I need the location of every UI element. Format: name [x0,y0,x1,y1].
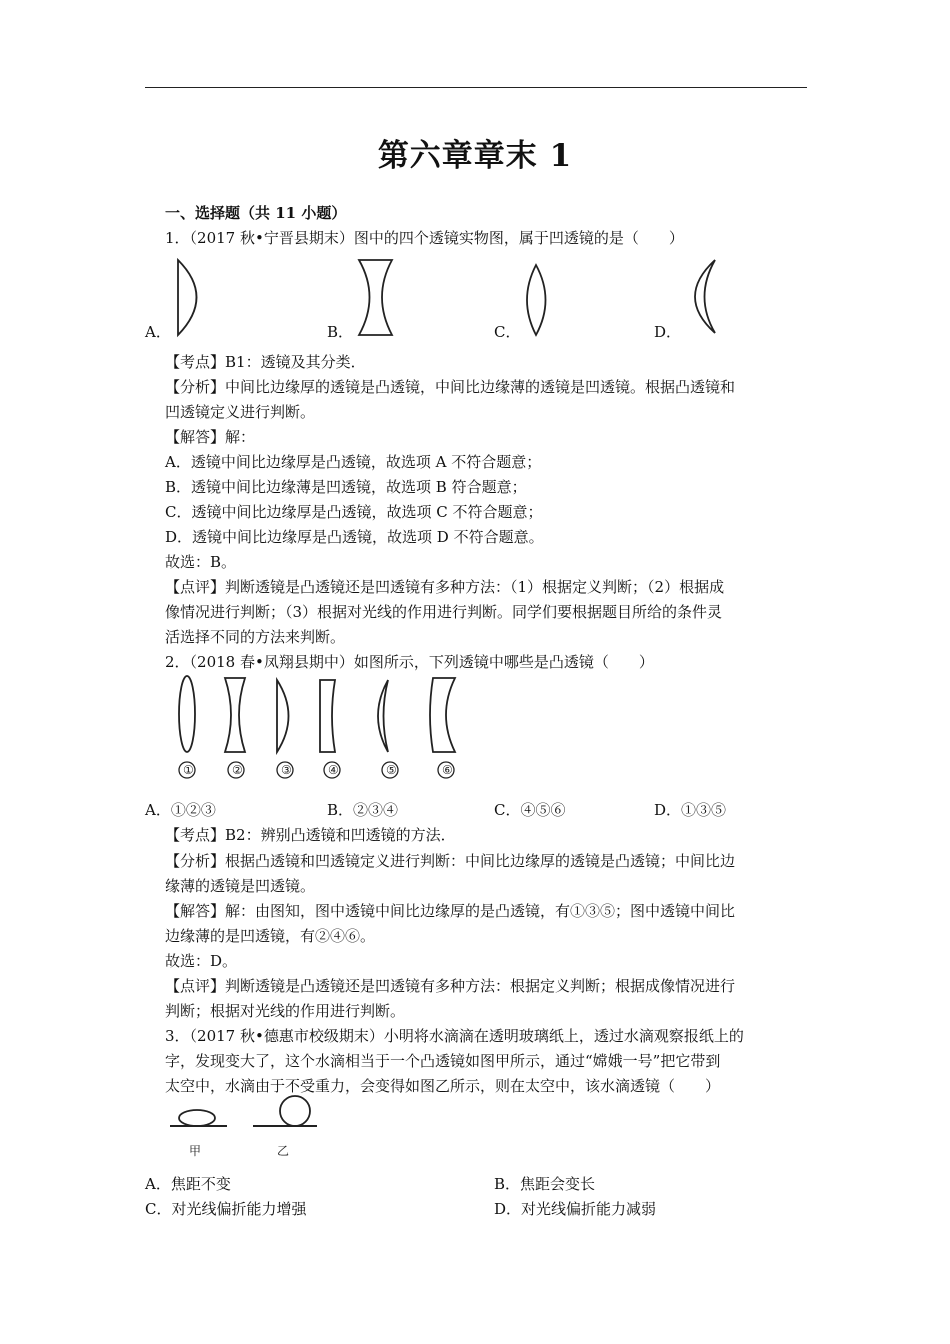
header-rule [145,87,807,88]
lens-a-plano-convex [178,260,197,335]
section-heading: 一、选择题（共 11 小题） [165,204,347,222]
fig-label-3: ③ [281,763,292,777]
q3-stem-1: 3．（2017 秋•德惠市校级期末）小明将水滴滴在透明玻璃纸上，透过水滴观察报纸上的 [165,1027,744,1045]
q1-lens-figures [140,255,740,345]
lens-c-biconvex [527,265,546,335]
q1-answer-b: B．透镜中间比边缘薄是凹透镜，故选项 B 符合题意； [165,478,527,496]
lens-5-convex-meniscus [378,680,388,752]
q1-dianping-2: 像情况进行判断；（3）根据对光线的作用进行判断。同学们要根据题目所给的条件灵 [165,603,723,621]
q1-answer-c: C．透镜中间比边缘厚是凸透镜，故选项 C 不符合题意； [165,503,543,521]
fig-label-4: ④ [328,763,339,777]
q1-dianping-3: 活选择不同的方法来判断。 [165,628,346,646]
q2-option-d[interactable]: D．①③⑤ [654,801,727,819]
q2-choose: 故选：D。 [165,952,238,970]
q1-fenxi-1: 【分析】中间比边缘厚的透镜是凸透镜，中间比边缘薄的透镜是凹透镜。根据凸透镜和 [165,378,736,396]
q3-option-c[interactable]: C．对光线偏折能力增强 [145,1200,307,1218]
q1-option-c[interactable]: C． [494,323,521,341]
q2-jieda-1: 【解答】解：由图知，图中透镜中间比边缘厚的是凸透镜，有①③⑤；图中透镜中间比 [165,902,736,920]
q3-water-drop-figures [165,1095,325,1160]
q3-option-a[interactable]: A．焦距不变 [145,1175,231,1193]
q2-jieda-2: 边缘薄的是凹透镜，有②④⑥。 [165,927,376,945]
q1-option-b[interactable]: B． [327,323,354,341]
q2-option-c[interactable]: C．④⑤⑥ [494,801,566,819]
q1-option-a[interactable]: A． [145,323,171,341]
lens-3-plano-convex [277,680,289,752]
fig-label-jia: 甲 [189,1144,202,1158]
q3-stem-2: 字，发现变大了，这个水滴相当于一个凸透镜如图甲所示，通过“嫦娥一号”把它带到 [165,1052,721,1070]
q2-stem: 2．（2018 春•凤翔县期中）如图所示，下列透镜中哪些是凸透镜（ ） [165,653,654,671]
q3-option-b[interactable]: B．焦距会变长 [494,1175,596,1193]
lens-1-biconvex [179,676,195,752]
page-title: 第六章章末 1 [377,138,573,174]
q1-kaodian: 【考点】B1：透镜及其分类． [165,353,366,371]
q1-answer-d: D．透镜中间比边缘厚是凸透镜，故选项 D 不符合题意。 [165,528,544,546]
q1-jieda: 【解答】解： [165,428,256,446]
fig-label-1: ① [183,763,194,777]
drop-jia [179,1110,215,1126]
q3-stem-3: 太空中，水滴由于不受重力，会变得如图乙所示，则在太空中，该水滴透镜（ ） [165,1077,721,1095]
q2-fenxi-1: 【分析】根据凸透镜和凹透镜定义进行判断：中间比边缘厚的透镜是凸透镜；中间比边 [165,852,736,870]
q1-fenxi-2: 凹透镜定义进行判断。 [165,403,316,421]
q2-option-a[interactable]: A．①②③ [145,801,216,819]
q3-option-d[interactable]: D．对光线偏折能力减弱 [494,1200,657,1218]
q1-option-d[interactable]: D． [654,323,682,341]
lens-d-meniscus [695,260,715,333]
figure-number-labels [179,762,454,778]
lens-b-biconcave [359,260,392,335]
lens-6-concave-meniscus [430,678,455,752]
lens-4-plano-concave [320,680,335,752]
q1-dianping-1: 【点评】判断透镜是凸透镜还是凹透镜有多种方法：（1）根据定义判断；（2）根据成 [165,578,725,596]
q1-answer-a: A．透镜中间比边缘厚是凸透镜，故选项 A 不符合题意； [165,453,542,471]
q2-fenxi-2: 缘薄的透镜是凹透镜。 [165,877,316,895]
fig-label-yi: 乙 [277,1144,290,1158]
lens-2-biconcave [225,678,245,752]
q2-dianping-2: 判断；根据对光线的作用进行判断。 [165,1002,406,1020]
q2-dianping-1: 【点评】判断透镜是凸透镜还是凹透镜有多种方法：根据定义判断；根据成像情况进行 [165,977,736,995]
q1-choose: 故选：B。 [165,553,237,571]
fig-label-6: ⑥ [442,763,453,777]
q2-kaodian: 【考点】B2：辨别凸透镜和凹透镜的方法． [165,826,456,844]
q1-stem: 1．（2017 秋•宁晋县期末）图中的四个透镜实物图，属于凹透镜的是（ ） [165,229,684,247]
fig-label-5: ⑤ [386,763,397,777]
fig-label-2: ② [232,763,243,777]
q2-lens-figures [165,672,465,782]
drop-yi [280,1096,310,1126]
q2-option-b[interactable]: B．②③④ [327,801,399,819]
